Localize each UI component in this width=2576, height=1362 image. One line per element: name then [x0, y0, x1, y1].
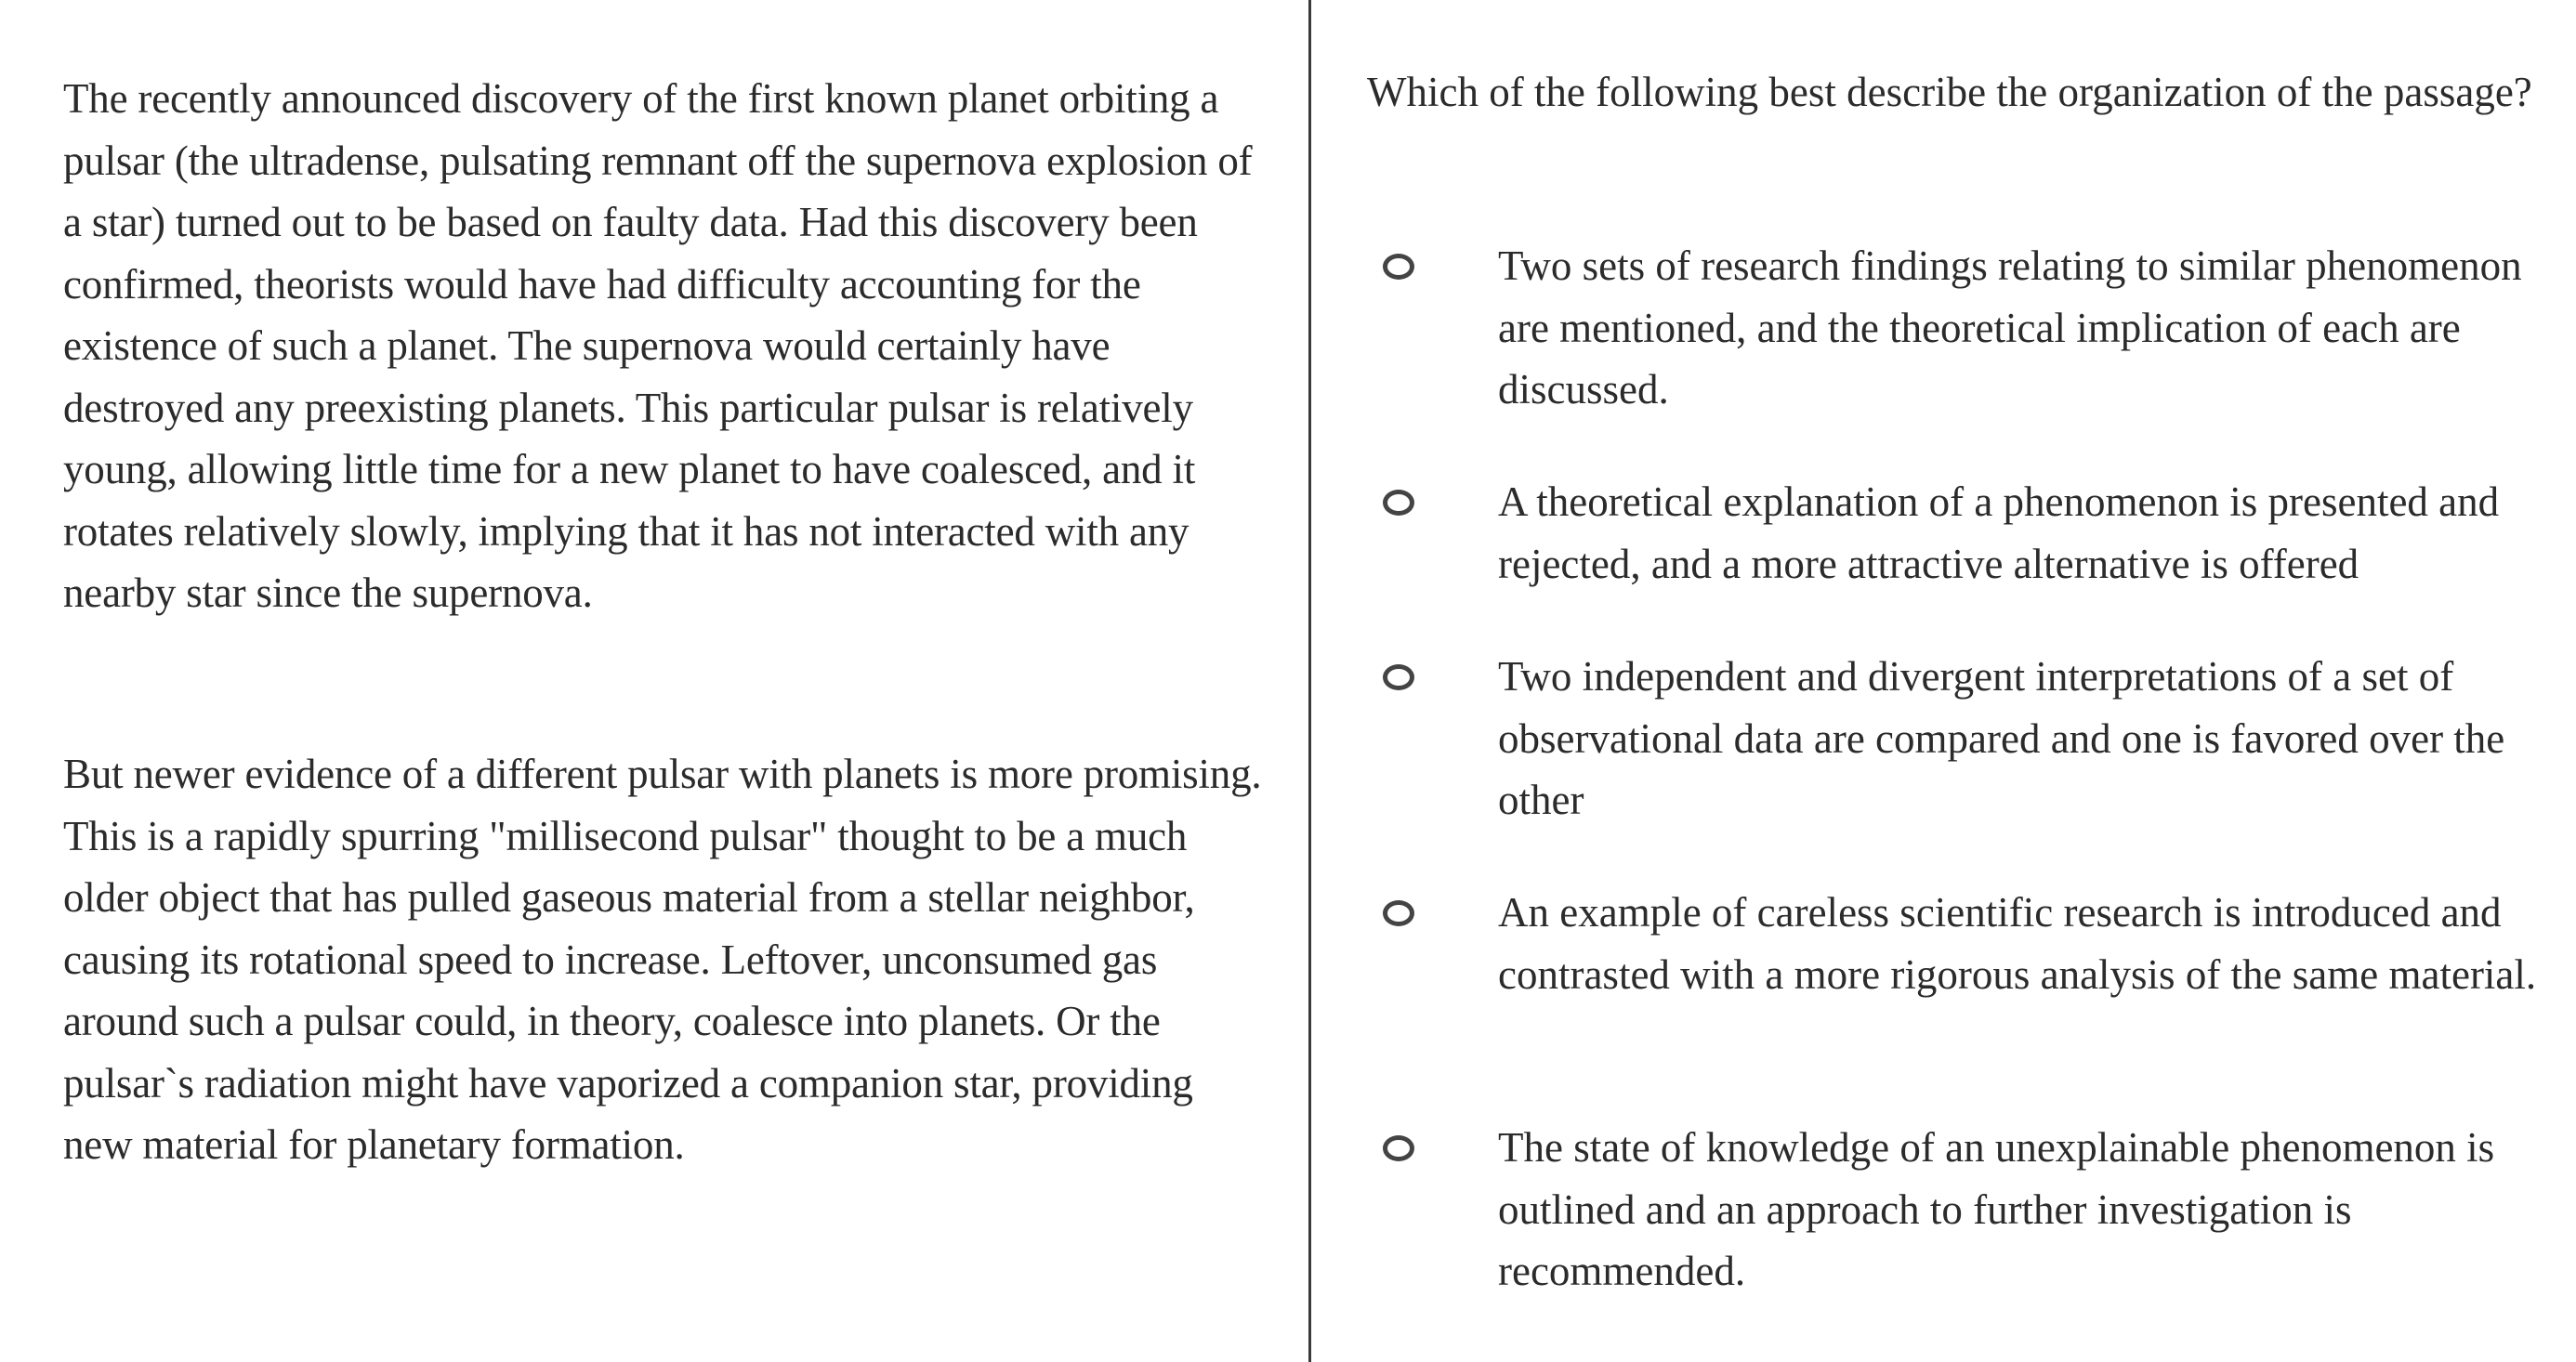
answer-choice-text: Two independent and divergent interpretations of a set of observational data are compared and one is favored over the other	[1498, 653, 2505, 823]
radio-button-icon[interactable]	[1383, 900, 1414, 926]
answer-choice-text: Two sets of research findings relating to similar phenomenon are mentioned, and the theoretical implication of each are discussed.	[1498, 242, 2522, 413]
radio-button-icon[interactable]	[1383, 490, 1414, 516]
answer-choice-text: The state of knowledge of an unexplainable phenomenon is outlined and an approach to further investigation is recommended.	[1498, 1124, 2495, 1294]
answer-choice-text: A theoretical explanation of a phenomenon is presented and rejected, and a more attractive alternative is offered	[1498, 478, 2500, 587]
question-stem: Which of the following best describe the organization of the passage?	[1367, 69, 2532, 115]
question-pane	[1311, 0, 2576, 1362]
answer-choice-text: An example of careless scientific research is introduced and contrasted with a more rigorous analysis of the same material.	[1498, 889, 2537, 998]
radio-button-icon[interactable]	[1383, 664, 1414, 690]
radio-button-icon[interactable]	[1383, 254, 1414, 280]
radio-button-icon[interactable]	[1383, 1135, 1414, 1161]
passage-paragraph-1: The recently announced discovery of the first known planet orbiting a pulsar (the ultradense, pulsating remnant off the supernova explosion of a star) turned out to be based on faulty data. Had this discovery been confirmed, theorists would have had difficulty accounting for the existence of such a planet. The supernova would certainly have destroyed any preexisting planets. This particular pulsar is relatively young, allowing little time for a new planet to have coalesced, and it rotates relatively slowly, implying that it has not interacted with any nearby star since the supernova.	[63, 75, 1253, 616]
passage-paragraph-2: But newer evidence of a different pulsar with planets is more promising. This is a rapidly spurring "millisecond pulsar" thought to be a much older object that has pulled gaseous material from a stellar neighbor, causing its rotational speed to increase. Leftover, unconsumed gas around such a pulsar could, in theory, coalesce into planets. Or the pulsar`s radiation might have vaporized a companion star, providing new material for planetary formation.	[63, 751, 1262, 1168]
